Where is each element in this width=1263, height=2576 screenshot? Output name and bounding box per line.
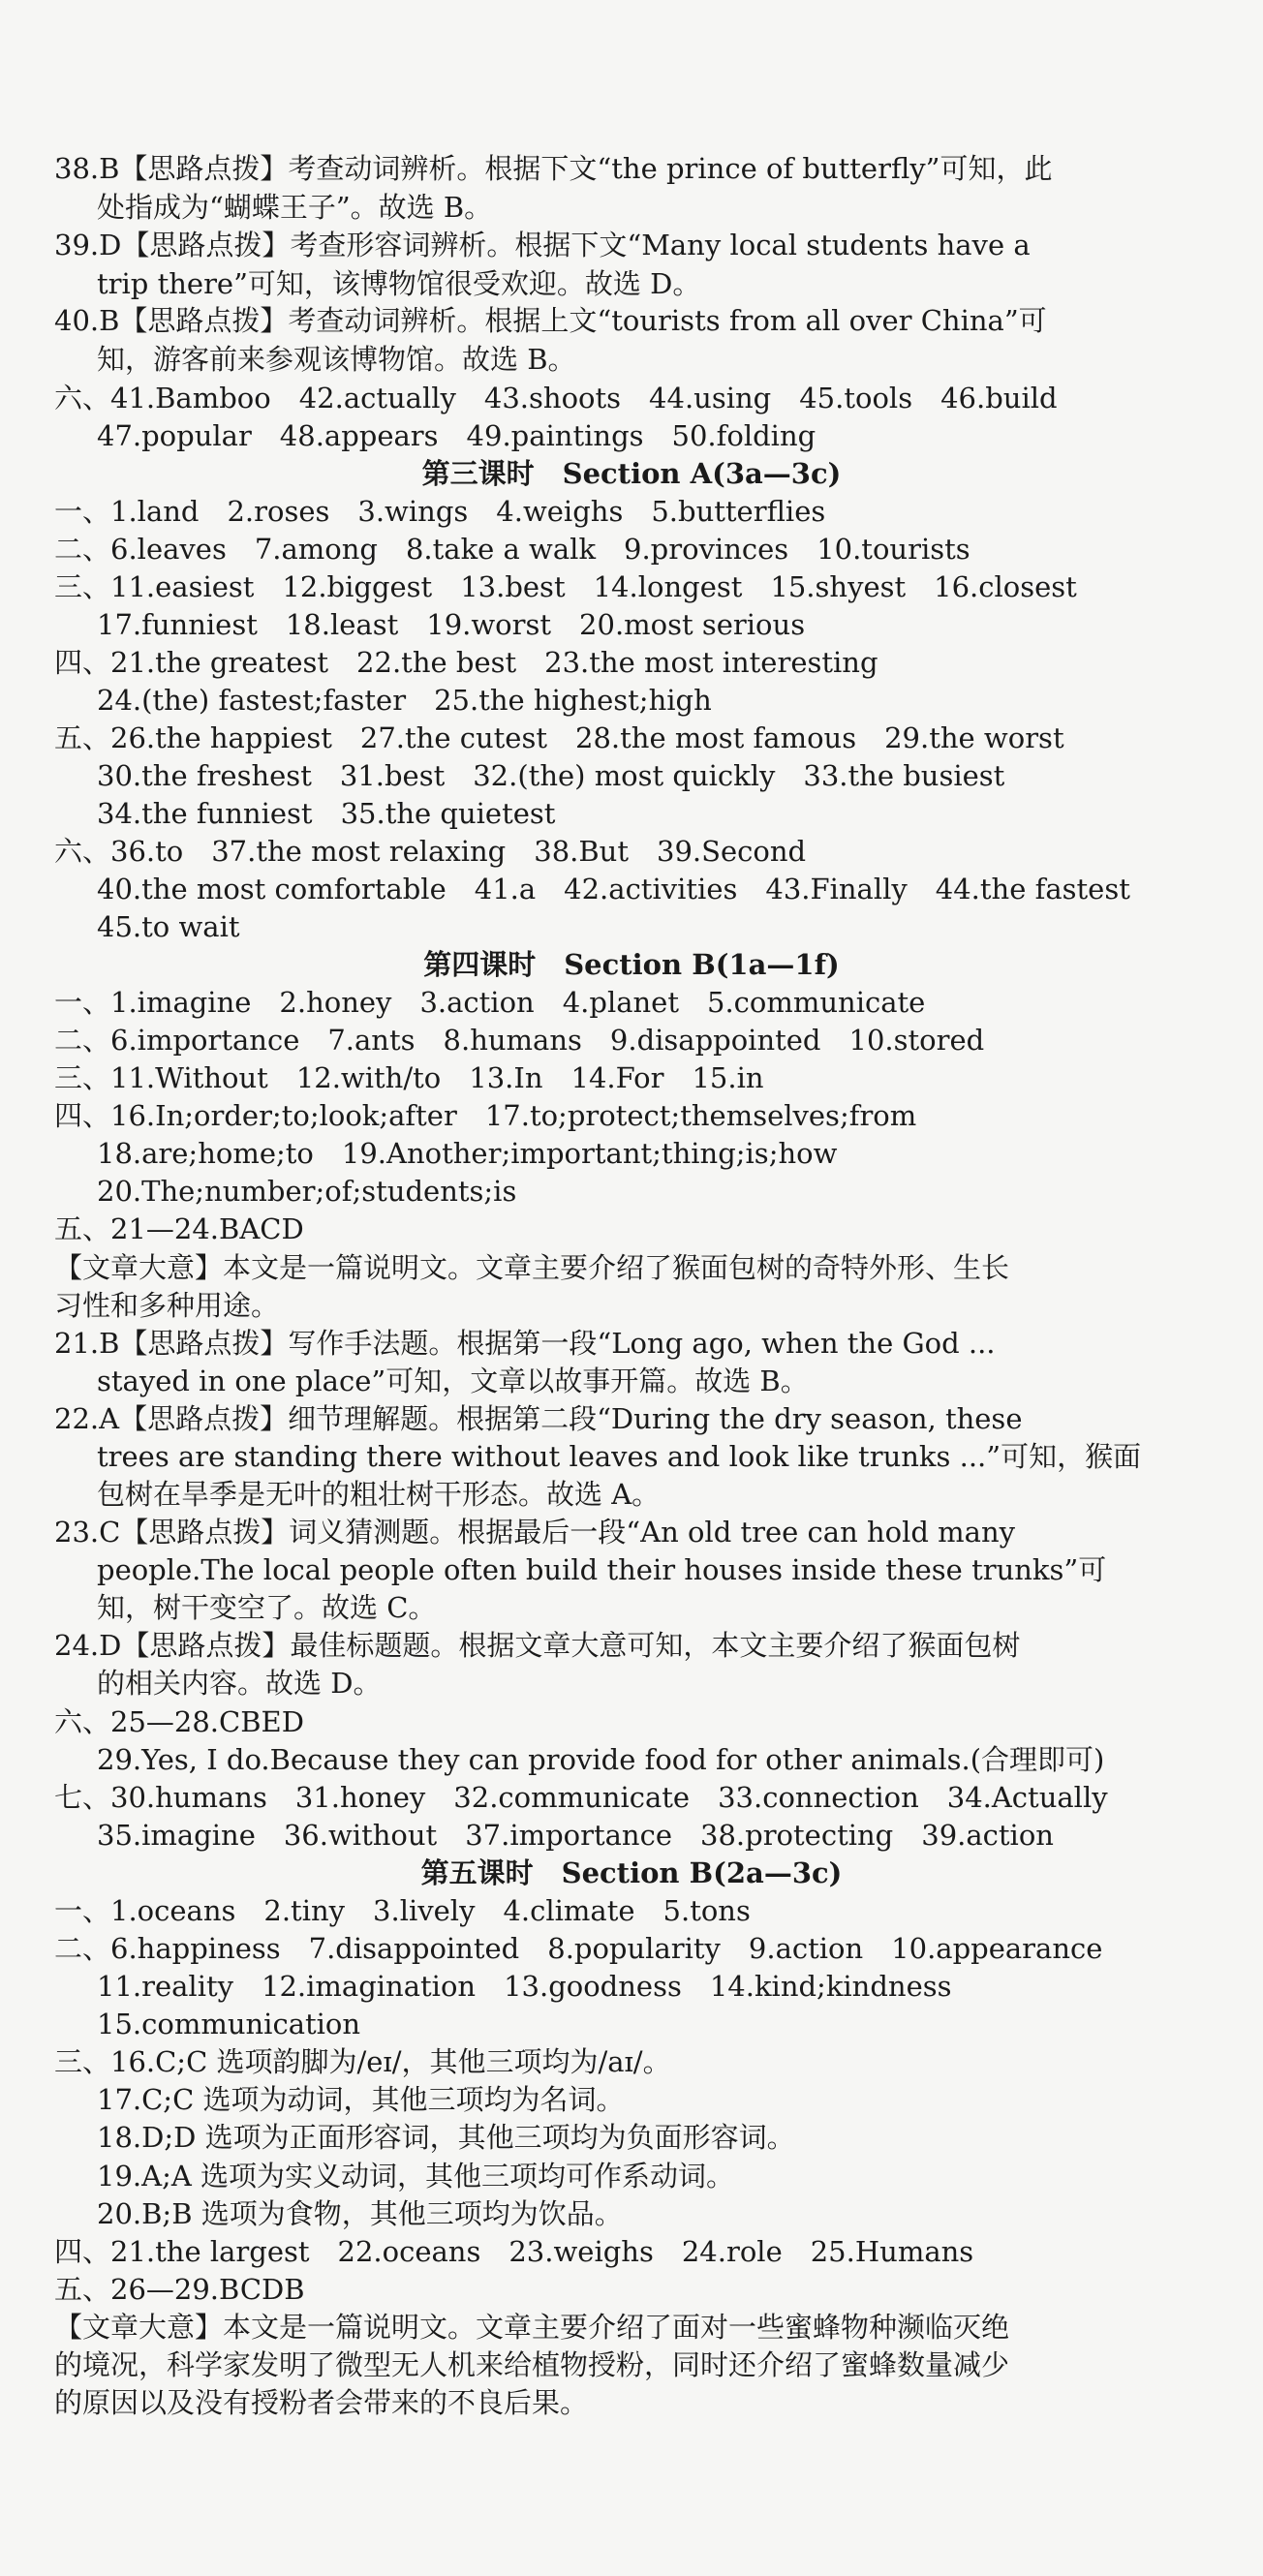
section-heading: 第四课时 Section B(1a—1f) (423, 948, 840, 981)
text-line: 【文章大意】本文是一篇说明文。文章主要介绍了猴面包树的奇特外形、生长 (54, 1251, 1010, 1284)
text-line: 17.C;C 选项为动词，其他三项均为名词。 (97, 2083, 625, 2116)
text-line: 五、26.the happiest 27.the cutest 28.the most famous 29.the worst (54, 721, 1064, 754)
text-line: trip there”可知，该博物馆很受欢迎。故选 D。 (97, 267, 701, 300)
text-line: 六、25—28.CBED (54, 1705, 304, 1738)
text-line: 的原因以及没有授粉者会带来的不良后果。 (54, 2386, 589, 2419)
text-line: 四、16.In;order;to;look;after 17.to;protect;themselves;from (54, 1099, 917, 1132)
text-line: 二、6.leaves 7.among 8.take a walk 9.provinces 10.tourists (54, 533, 970, 566)
text-line: 23.C【思路点拨】词义猜测题。根据最后一段“An old tree can hold many (54, 1516, 1016, 1549)
text-line: 三、16.C;C 选项韵脚为/eɪ/，其他三项均为/aɪ/。 (54, 2045, 671, 2078)
text-line: 21.B【思路点拨】写作手法题。根据第一段“Long ago, when the God ... (54, 1327, 996, 1360)
section-heading: 第五课时 Section B(2a—3c) (420, 1856, 843, 1889)
text-line: 知，游客前来参观该博物馆。故选 B。 (97, 343, 576, 376)
text-line: 一、1.land 2.roses 3.wings 4.weighs 5.butterflies (54, 495, 826, 528)
text-line: 15.communication (97, 2008, 361, 2040)
text-line: 29.Yes, I do.Because they can provide food for other animals.(合理即可) (97, 1743, 1105, 1776)
text-line: 38.B【思路点拨】考查动词辨析。根据下文“the prince of butterfly”可知，此 (54, 152, 1053, 185)
text-line: 处指成为“蝴蝶王子”。故选 B。 (97, 191, 493, 224)
text-line: 11.reality 12.imagination 13.goodness 14.kind;kindness (97, 1970, 952, 2003)
text-line: 40.B【思路点拨】考查动词辨析。根据上文“tourists from all over China”可 (54, 304, 1047, 337)
text-line: 二、6.importance 7.ants 8.humans 9.disappointed 10.stored (54, 1024, 985, 1057)
text-line: 知，树干变空了。故选 C。 (97, 1591, 437, 1624)
text-line: 三、11.Without 12.with/to 13.In 14.For 15.in (54, 1061, 764, 1094)
text-line: stayed in one place”可知，文章以故事开篇。故选 B。 (97, 1365, 809, 1397)
text-line: 四、21.the greatest 22.the best 23.the most interesting (54, 646, 878, 679)
text-line: 习性和多种用途。 (54, 1289, 280, 1322)
text-line: 45.to wait (97, 910, 240, 943)
text-line: 一、1.oceans 2.tiny 3.lively 4.climate 5.tons (54, 1894, 751, 1927)
text-line: 的境况，科学家发明了微型无人机来给植物授粉，同时还介绍了蜜蜂数量减少 (54, 2348, 1010, 2381)
text-line: 二、6.happiness 7.disappointed 8.popularity 9.action 10.appearance (54, 1932, 1103, 1965)
text-line: 六、41.Bamboo 42.actually 43.shoots 44.using 45.tools 46.build (54, 382, 1058, 414)
text-line: 30.the freshest 31.best 32.(the) most quickly 33.the busiest (97, 759, 1005, 792)
text-line: 【文章大意】本文是一篇说明文。文章主要介绍了面对一些蜜蜂物种濒临灭绝 (54, 2311, 1010, 2344)
text-line: 包树在旱季是无叶的粗壮树干形态。故选 A。 (97, 1478, 661, 1511)
text-line: trees are standing there without leaves and look like trunks ...”可知，猴面 (97, 1440, 1142, 1473)
text-line: 18.are;home;to 19.Another;important;thing;is;how (97, 1137, 838, 1170)
text-line: 20.The;number;of;students;is (97, 1175, 517, 1208)
text-line: 40.the most comfortable 41.a 42.activities 43.Finally 44.the fastest (97, 873, 1130, 905)
text-line: 七、30.humans 31.honey 32.communicate 33.connection 34.Actually (54, 1781, 1108, 1814)
text-line: 24.(the) fastest;faster 25.the highest;high (97, 684, 712, 717)
text-line: 17.funniest 18.least 19.worst 20.most serious (97, 608, 806, 641)
text-line: people.The local people often build their houses inside these trunks”可 (97, 1553, 1107, 1586)
text-line: 22.A【思路点拨】细节理解题。根据第二段“During the dry season, these (54, 1402, 1023, 1435)
text-line: 四、21.the largest 22.oceans 23.weighs 24.role 25.Humans (54, 2235, 974, 2268)
text-line: 19.A;A 选项为实义动词，其他三项均可作系动词。 (97, 2160, 734, 2193)
text-line: 五、21—24.BACD (54, 1212, 304, 1245)
text-line: 34.the funniest 35.the quietest (97, 797, 556, 830)
text-line: 39.D【思路点拨】考查形容词辨析。根据下文“Many local students have a (54, 229, 1031, 261)
text-line: 18.D;D 选项为正面形容词，其他三项均为负面形容词。 (97, 2121, 795, 2154)
text-line: 47.popular 48.appears 49.paintings 50.folding (97, 419, 816, 452)
text-line: 五、26—29.BCDB (54, 2273, 305, 2306)
text-line: 35.imagine 36.without 37.importance 38.protecting 39.action (97, 1819, 1054, 1852)
text-line: 20.B;B 选项为食物，其他三项均为饮品。 (97, 2197, 623, 2230)
text-line: 三、11.easiest 12.biggest 13.best 14.longest 15.shyest 16.closest (54, 570, 1077, 603)
section-heading: 第三课时 Section A(3a—3c) (421, 457, 842, 490)
text-line: 的相关内容。故选 D。 (97, 1667, 382, 1700)
text-line: 一、1.imagine 2.honey 3.action 4.planet 5.communicate (54, 986, 926, 1019)
text-line: 六、36.to 37.the most relaxing 38.But 39.Second (54, 835, 807, 868)
text-line: 24.D【思路点拨】最佳标题题。根据文章大意可知，本文主要介绍了猴面包树 (54, 1629, 1021, 1662)
